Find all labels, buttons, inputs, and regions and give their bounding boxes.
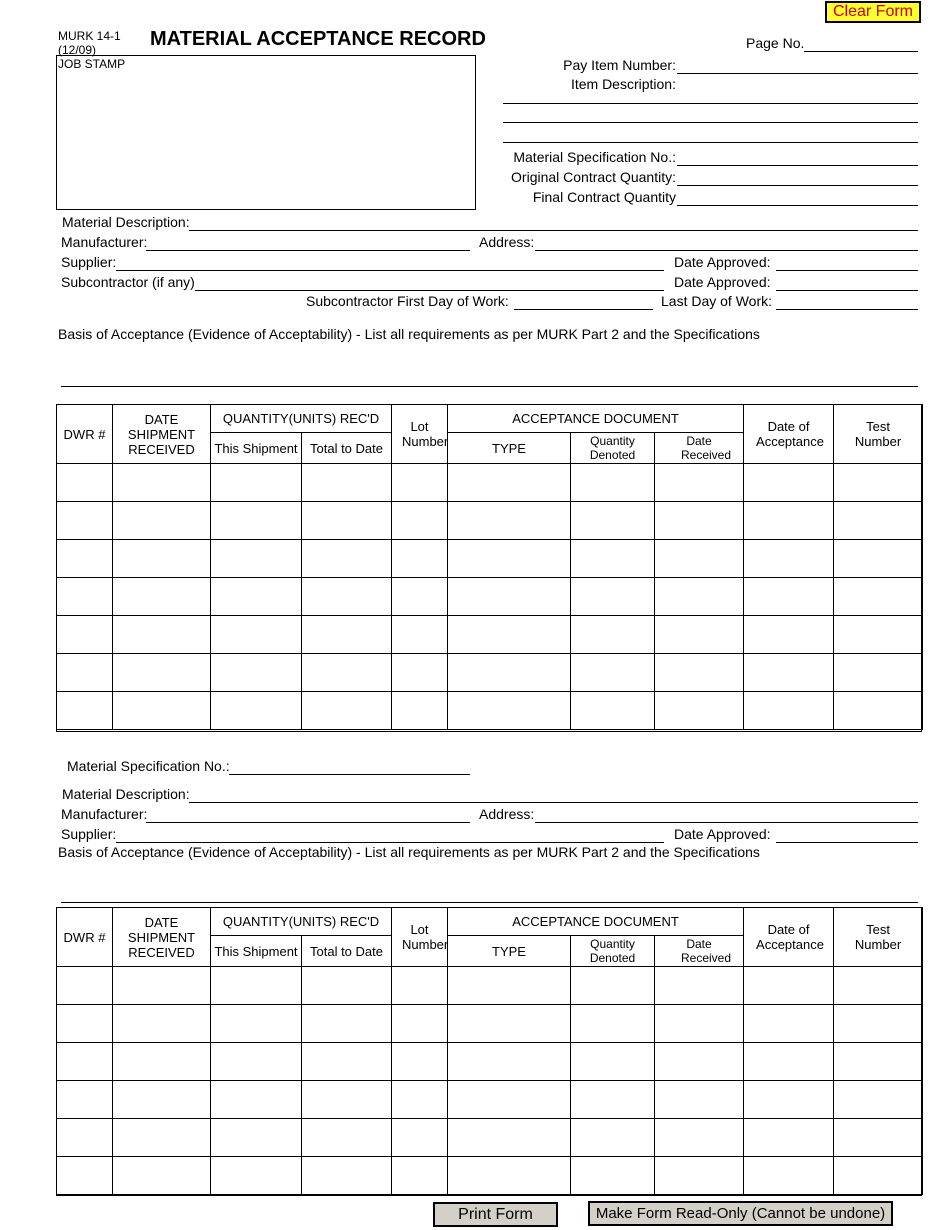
table-cell[interactable] [211, 502, 302, 540]
address-label: Address: [479, 234, 535, 250]
table-cell[interactable] [744, 1157, 834, 1195]
material-spec-field[interactable] [677, 147, 918, 166]
table-cell[interactable] [57, 464, 113, 502]
table-cell[interactable] [834, 1119, 923, 1157]
table-cell[interactable] [744, 692, 834, 730]
table-cell[interactable] [211, 1157, 302, 1195]
table-cell[interactable] [744, 616, 834, 654]
table-cell[interactable] [392, 1081, 448, 1119]
table-row [57, 464, 923, 502]
table-cell[interactable] [302, 578, 392, 616]
table-cell[interactable] [211, 692, 302, 730]
basis-of-acceptance-2-label: Basis of Acceptance (Evidence of Acceptability) - List all requirements as per MURK Part 2 and the Specifications [58, 844, 760, 860]
col-this-shipment: This Shipment [211, 433, 302, 464]
col-test-number: Test Number [834, 908, 923, 967]
table-cell[interactable] [571, 578, 655, 616]
table-cell[interactable] [302, 1119, 392, 1157]
table-cell[interactable] [113, 1043, 211, 1081]
table-cell[interactable] [834, 1043, 923, 1081]
table-cell[interactable] [57, 616, 113, 654]
table-cell[interactable] [834, 1005, 923, 1043]
table-cell[interactable] [834, 578, 923, 616]
item-description-field-1[interactable] [677, 85, 918, 104]
table-cell[interactable] [57, 578, 113, 616]
table-cell[interactable] [834, 692, 923, 730]
table-cell[interactable] [57, 1081, 113, 1119]
page-title: MATERIAL ACCEPTANCE RECORD [150, 28, 486, 50]
table-cell[interactable] [834, 540, 923, 578]
pay-item-label: Pay Item Number: [563, 57, 676, 73]
item-description-field-3[interactable] [503, 104, 918, 123]
table-cell[interactable] [834, 1157, 923, 1195]
date-approved-3-field[interactable] [776, 824, 918, 843]
subcontractor-field[interactable] [195, 272, 664, 291]
table-cell[interactable] [392, 578, 448, 616]
table-cell[interactable] [113, 616, 211, 654]
table-cell[interactable] [57, 1119, 113, 1157]
table-2-body [57, 967, 923, 1195]
table-row [57, 1005, 923, 1043]
table-row [57, 967, 923, 1005]
table-cell[interactable] [302, 692, 392, 730]
supplier-2-field[interactable] [116, 824, 664, 843]
table-cell[interactable] [113, 540, 211, 578]
address-2-label: Address: [479, 806, 535, 822]
make-read-only-button[interactable]: Make Form Read-Only (Cannot be undone) [588, 1201, 893, 1226]
col-type: TYPE [448, 936, 571, 967]
table-cell[interactable] [57, 967, 113, 1005]
address-field[interactable] [535, 232, 918, 251]
table-cell[interactable] [655, 692, 744, 730]
table-row [57, 616, 923, 654]
col-quantity-denoted: Quantity Denoted [571, 433, 655, 464]
table-cell[interactable] [113, 502, 211, 540]
table-cell[interactable] [57, 540, 113, 578]
col-date-of-acceptance: Date of Acceptance [744, 908, 834, 967]
table-cell[interactable] [211, 654, 302, 692]
col-quantity-group: QUANTITY(UNITS) REC'D [211, 405, 392, 433]
table-cell[interactable] [113, 464, 211, 502]
table-row [57, 1157, 923, 1195]
table-cell[interactable] [571, 1081, 655, 1119]
material-description-2-label: Material Description: [62, 786, 190, 802]
table-cell[interactable] [113, 1119, 211, 1157]
job-stamp-box [56, 55, 476, 210]
table-cell[interactable] [392, 654, 448, 692]
table-cell[interactable] [211, 578, 302, 616]
table-cell[interactable] [302, 1043, 392, 1081]
table-cell[interactable] [448, 1081, 571, 1119]
subcontractor-label: Subcontractor (if any) [61, 274, 195, 290]
table-cell[interactable] [655, 1081, 744, 1119]
table-cell[interactable] [571, 464, 655, 502]
table-cell[interactable] [655, 464, 744, 502]
table-cell[interactable] [57, 1157, 113, 1195]
table-cell[interactable] [655, 1119, 744, 1157]
table-cell[interactable] [113, 654, 211, 692]
table-cell[interactable] [392, 692, 448, 730]
table-row [57, 692, 923, 730]
table-cell[interactable] [113, 578, 211, 616]
table-cell[interactable] [744, 1081, 834, 1119]
manufacturer-2-label: Manufacturer: [61, 806, 148, 822]
material-spec-2-label: Material Specification No.: [67, 758, 230, 774]
supplier-field[interactable] [116, 252, 664, 271]
table-cell[interactable] [655, 1043, 744, 1081]
table-cell[interactable] [571, 540, 655, 578]
table-cell[interactable] [302, 654, 392, 692]
table-row [57, 578, 923, 616]
col-acceptance-group: ACCEPTANCE DOCUMENT [448, 908, 744, 936]
table-cell[interactable] [113, 1157, 211, 1195]
table-cell[interactable] [211, 1119, 302, 1157]
table-cell[interactable] [302, 1005, 392, 1043]
page-no-field[interactable] [804, 33, 918, 52]
table-cell[interactable] [571, 1005, 655, 1043]
table-cell[interactable] [834, 1081, 923, 1119]
date-approved-3-label: Date Approved: [674, 826, 771, 842]
last-day-field[interactable] [776, 291, 918, 310]
table-cell[interactable] [211, 1005, 302, 1043]
date-approved-label: Date Approved: [674, 254, 771, 270]
table-cell[interactable] [571, 654, 655, 692]
basis-of-acceptance-field[interactable] [61, 368, 918, 387]
job-stamp-label: JOB STAMP [58, 57, 126, 71]
table-row [57, 540, 923, 578]
table-cell[interactable] [448, 464, 571, 502]
table-cell[interactable] [392, 1157, 448, 1195]
table-cell[interactable] [744, 654, 834, 692]
print-form-button[interactable]: Print Form [433, 1202, 558, 1227]
table-cell[interactable] [211, 616, 302, 654]
material-spec-label: Material Specification No.: [513, 149, 676, 165]
sub-first-day-field[interactable] [514, 291, 653, 310]
table-cell[interactable] [448, 692, 571, 730]
table-cell[interactable] [744, 1005, 834, 1043]
table-cell[interactable] [302, 540, 392, 578]
table-cell[interactable] [834, 464, 923, 502]
item-description-field-2[interactable] [503, 85, 677, 104]
basis-of-acceptance-2-field[interactable] [61, 884, 918, 903]
table-cell[interactable] [448, 616, 571, 654]
table-cell[interactable] [392, 464, 448, 502]
table-cell[interactable] [211, 540, 302, 578]
table-cell[interactable] [744, 1119, 834, 1157]
table-cell[interactable] [571, 502, 655, 540]
col-lot-number: Lot Number [392, 908, 448, 967]
table-cell[interactable] [448, 502, 571, 540]
table-cell[interactable] [744, 1043, 834, 1081]
table-cell[interactable] [448, 967, 571, 1005]
col-type: TYPE [448, 433, 571, 464]
manufacturer-label: Manufacturer: [61, 234, 148, 250]
table-cell[interactable] [655, 1005, 744, 1043]
table-cell[interactable] [302, 967, 392, 1005]
basis-of-acceptance-label: Basis of Acceptance (Evidence of Acceptability) - List all requirements as per MURK Part 2 and the Specifications [58, 326, 760, 342]
table-row [57, 1043, 923, 1081]
table-cell[interactable] [302, 464, 392, 502]
table-cell[interactable] [113, 1081, 211, 1119]
table-row [57, 654, 923, 692]
table-cell[interactable] [211, 967, 302, 1005]
table-cell[interactable] [655, 502, 744, 540]
table-cell[interactable] [392, 1043, 448, 1081]
table-cell[interactable] [834, 967, 923, 1005]
table-cell[interactable] [448, 540, 571, 578]
table-cell[interactable] [571, 616, 655, 654]
table-cell[interactable] [113, 692, 211, 730]
table-cell[interactable] [744, 540, 834, 578]
supplier-2-label: Supplier: [61, 826, 117, 842]
table-cell[interactable] [392, 1005, 448, 1043]
col-quantity-denoted: Quantity Denoted [571, 936, 655, 967]
table-cell[interactable] [392, 1119, 448, 1157]
col-test-number: Test Number [834, 405, 923, 464]
table-cell[interactable] [571, 1043, 655, 1081]
col-date-received: Date Received [655, 936, 744, 967]
table-cell[interactable] [392, 540, 448, 578]
table-cell[interactable] [571, 692, 655, 730]
form-date: (12/09) [58, 43, 97, 57]
clear-form-button[interactable]: Clear Form [825, 1, 921, 23]
table-row [57, 502, 923, 540]
col-date-received: Date Received [655, 433, 744, 464]
acceptance-table-2 [56, 907, 923, 1195]
table-cell[interactable] [211, 1081, 302, 1119]
table-cell[interactable] [57, 692, 113, 730]
table-cell[interactable] [834, 616, 923, 654]
col-this-shipment: This Shipment [211, 936, 302, 967]
original-qty-field[interactable] [677, 167, 918, 186]
pay-item-field[interactable] [677, 55, 918, 74]
table-cell[interactable] [655, 616, 744, 654]
manufacturer-field[interactable] [146, 232, 470, 251]
table-cell[interactable] [744, 967, 834, 1005]
col-dwr: DWR # [57, 405, 113, 464]
form-number: MURK 14-1 [58, 29, 121, 43]
table-cell[interactable] [744, 578, 834, 616]
col-quantity-group: QUANTITY(UNITS) REC'D [211, 908, 392, 936]
table-cell[interactable] [57, 1005, 113, 1043]
address-2-field[interactable] [535, 804, 918, 823]
table-cell[interactable] [392, 616, 448, 654]
table-cell[interactable] [448, 1043, 571, 1081]
supplier-label: Supplier: [61, 254, 117, 270]
last-day-label: Last Day of Work: [661, 293, 773, 309]
table-cell[interactable] [655, 578, 744, 616]
table-cell[interactable] [655, 654, 744, 692]
table-cell[interactable] [57, 1043, 113, 1081]
table-cell[interactable] [448, 578, 571, 616]
table-cell[interactable] [834, 654, 923, 692]
col-lot-number: Lot Number [392, 405, 448, 464]
col-total-to-date: Total to Date [302, 936, 392, 967]
table-cell[interactable] [57, 502, 113, 540]
table-1-body [57, 464, 923, 730]
table-cell[interactable] [655, 1157, 744, 1195]
table-cell[interactable] [211, 464, 302, 502]
item-description-label: Item Description: [570, 76, 676, 92]
col-date-of-acceptance: Date of Acceptance [744, 405, 834, 464]
final-qty-label: Final Contract Quantity [532, 189, 676, 205]
date-approved-2-label: Date Approved: [674, 274, 771, 290]
table-cell[interactable] [392, 967, 448, 1005]
acceptance-table-1 [56, 404, 923, 730]
table-cell[interactable] [571, 1157, 655, 1195]
table-cell[interactable] [302, 502, 392, 540]
col-date-shipment: DATE SHIPMENT RECEIVED [113, 908, 211, 967]
table-cell[interactable] [392, 502, 448, 540]
material-spec-2-field[interactable] [229, 756, 470, 775]
final-qty-field[interactable] [677, 187, 918, 206]
table-cell[interactable] [302, 616, 392, 654]
table-cell[interactable] [655, 967, 744, 1005]
col-total-to-date: Total to Date [302, 433, 392, 464]
manufacturer-2-field[interactable] [146, 804, 470, 823]
table-cell[interactable] [655, 540, 744, 578]
table-row [57, 1119, 923, 1157]
col-date-shipment: DATE SHIPMENT RECEIVED [113, 405, 211, 464]
table-cell[interactable] [448, 1157, 571, 1195]
table-cell[interactable] [302, 1081, 392, 1119]
table-cell[interactable] [57, 654, 113, 692]
table-cell[interactable] [834, 502, 923, 540]
material-description-label: Material Description: [62, 214, 190, 230]
material-description-2-field[interactable] [189, 784, 918, 803]
table-cell[interactable] [448, 1005, 571, 1043]
table-cell[interactable] [211, 1043, 302, 1081]
table-cell[interactable] [302, 1157, 392, 1195]
item-description-field-4[interactable] [503, 124, 918, 143]
material-description-field[interactable] [189, 212, 918, 231]
table-cell[interactable] [113, 1005, 211, 1043]
date-approved-2-field[interactable] [776, 272, 918, 291]
table-cell[interactable] [448, 654, 571, 692]
table-cell[interactable] [113, 967, 211, 1005]
table-cell[interactable] [571, 1119, 655, 1157]
table-cell[interactable] [448, 1119, 571, 1157]
original-qty-label: Original Contract Quantity: [511, 169, 676, 185]
page-no-label: Page No. [746, 35, 805, 51]
col-dwr: DWR # [57, 908, 113, 967]
sub-first-day-label: Subcontractor First Day of Work: [306, 293, 509, 309]
table-cell[interactable] [744, 502, 834, 540]
date-approved-field[interactable] [776, 252, 918, 271]
col-acceptance-group: ACCEPTANCE DOCUMENT [448, 405, 744, 433]
table-row [57, 1081, 923, 1119]
table-cell[interactable] [744, 464, 834, 502]
table-cell[interactable] [571, 967, 655, 1005]
